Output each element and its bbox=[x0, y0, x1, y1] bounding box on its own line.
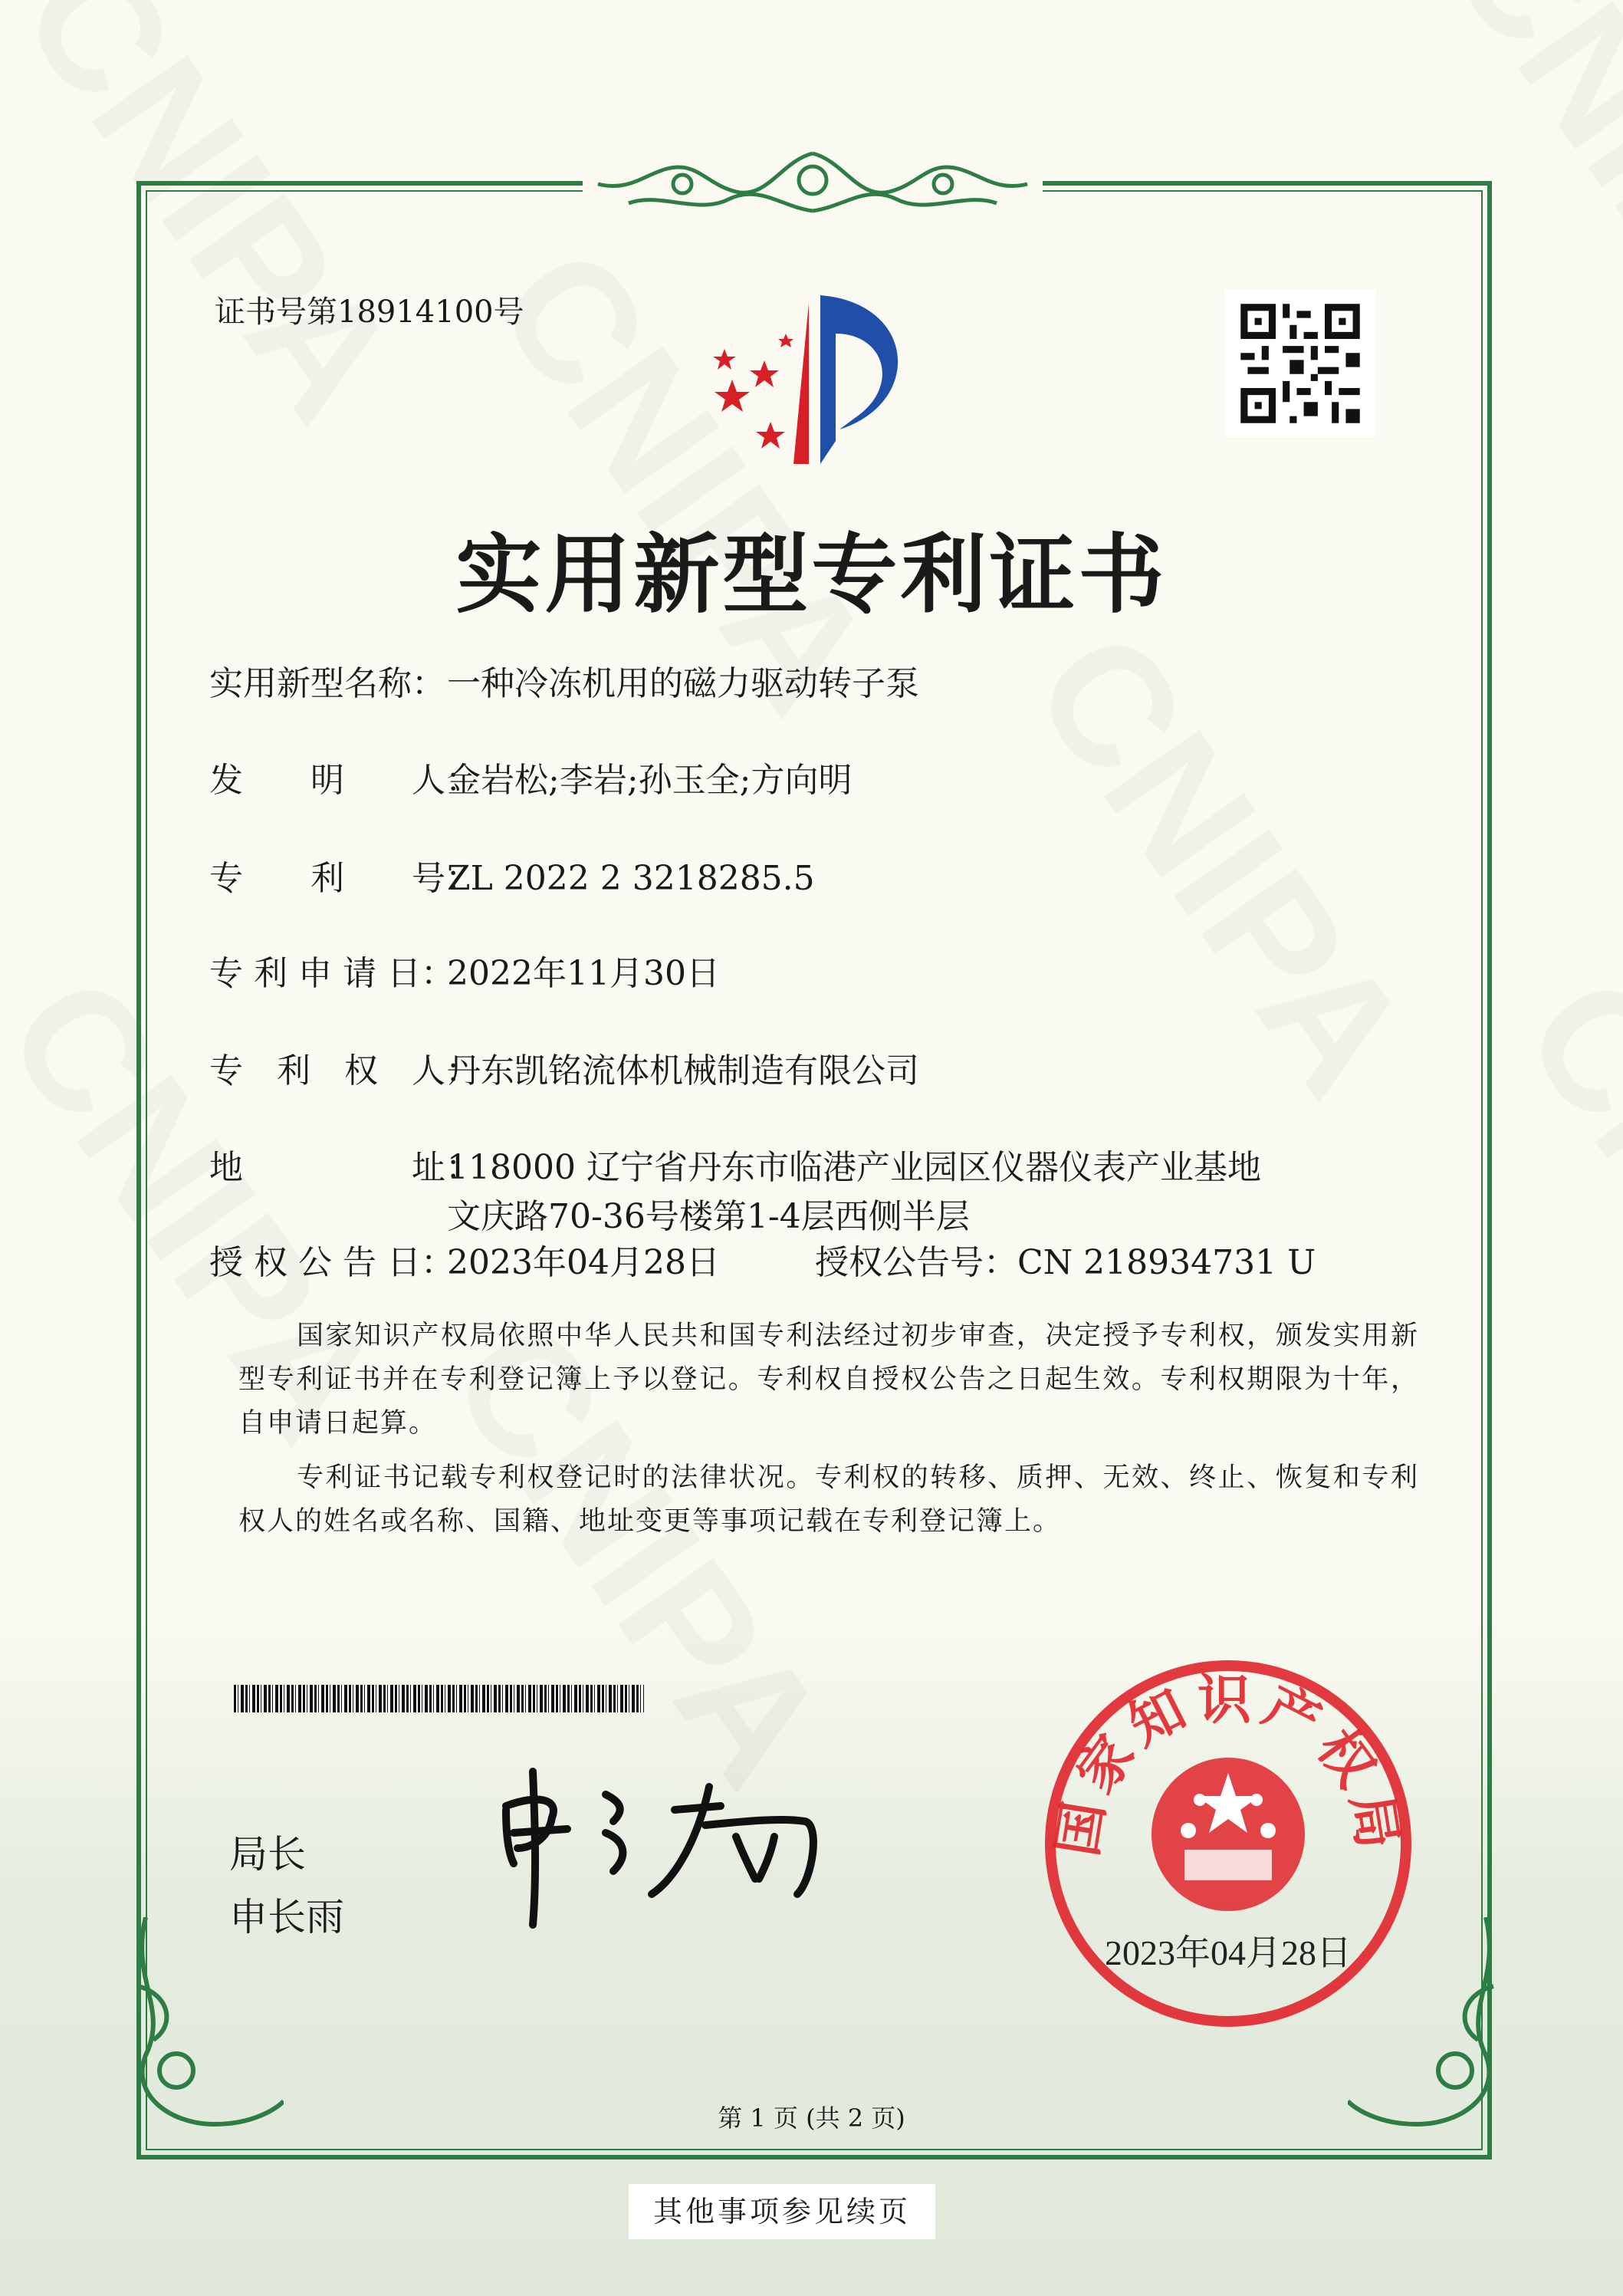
signer-title: 局长 bbox=[229, 1832, 306, 1877]
barcode-icon bbox=[234, 1685, 644, 1712]
field-label: 专 利 权 人： bbox=[209, 1051, 479, 1090]
field-application-date bbox=[209, 946, 720, 995]
handwritten-signature-icon bbox=[491, 1764, 843, 1933]
statement-paragraph: 国家知识产权局依照中华人民共和国专利法经过初步审查，决定授予专利权，颁发实用新型专利证书并在专利登记簿上予以登记。专利权自授权公告之日起生效。专利权期限为十年，自申请日起算。 bbox=[238, 1321, 1419, 1439]
field-patent-number bbox=[209, 850, 815, 900]
certificate-number: 证书号第18914100号 bbox=[215, 294, 524, 330]
field-value: 一种冷冻机用的磁力驱动转子泵 bbox=[447, 664, 919, 703]
official-seal-icon bbox=[1043, 1658, 1414, 2029]
field-utility-model-name bbox=[209, 656, 919, 705]
cnipa-logo-icon bbox=[694, 288, 939, 472]
field-label: 授 权 公 告 日： bbox=[209, 1243, 455, 1282]
field-label: 专 利 申 请 日： bbox=[209, 954, 455, 993]
field-label: 实用新型名称： bbox=[209, 664, 445, 703]
field-value: 金岩松;李岩;孙玉全;方向明 bbox=[447, 761, 853, 800]
qr-code-icon bbox=[1225, 290, 1375, 437]
field-patentee bbox=[209, 1043, 919, 1092]
signer-name: 申长雨 bbox=[229, 1895, 344, 1939]
continued-note: 其他事项参见续页 bbox=[629, 2184, 935, 2239]
field-value: ZL 2022 2 3218285.5 bbox=[447, 859, 815, 898]
field-label: 发 明 人： bbox=[209, 761, 479, 800]
statement-paragraph: 专利证书记载专利权登记时的法律状况。专利权的转移、质押、无效、终止、恢复和专利权人的姓名或名称、国籍、地址变更等事项记载在专利登记簿上。 bbox=[238, 1462, 1419, 1537]
seal-text: 国家知识产权局 bbox=[1045, 1668, 1411, 1860]
field-label: 专 利 号： bbox=[209, 859, 479, 898]
field-value: 118000 辽宁省丹东市临港产业园区仪器仪表产业基地 bbox=[447, 1148, 1261, 1187]
field-value: 2023年04月28日 bbox=[447, 1243, 720, 1282]
field-label-grant-number: 授权公告号： bbox=[815, 1243, 1017, 1282]
field-value: 丹东凯铭流体机械制造有限公司 bbox=[447, 1051, 919, 1090]
field-value: 2022年11月30日 bbox=[447, 954, 720, 993]
certificate-title: 实用新型专利证书 bbox=[455, 525, 1168, 625]
certificate-statement bbox=[238, 1314, 1419, 1554]
field-value-grant-number: CN 218934731 U bbox=[1017, 1243, 1316, 1282]
watermark bbox=[1487, 943, 1623, 1474]
field-label: 地 址： bbox=[209, 1148, 479, 1187]
field-value-line2: 文庆路70-36号楼第1-4层西侧半层 bbox=[447, 1197, 970, 1236]
seal-date: 2023年04月28日 bbox=[1105, 1933, 1352, 1972]
top-ornament-icon bbox=[583, 138, 1043, 222]
page-number: 第 1 页 (共 2 页) bbox=[718, 2104, 905, 2133]
field-address bbox=[209, 1140, 1261, 1238]
field-grant-date bbox=[209, 1235, 1316, 1284]
field-inventors bbox=[209, 752, 852, 801]
